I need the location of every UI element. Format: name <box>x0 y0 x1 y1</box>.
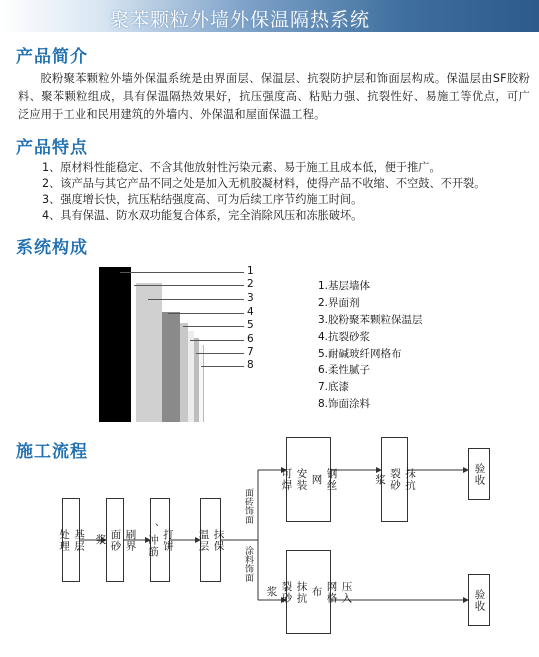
legend-item-8: 8.饰面涂料 <box>318 398 371 410</box>
step-acceptance-paint <box>468 574 490 626</box>
legend-item-6: 6.柔性腻子 <box>318 364 371 376</box>
step-anticrack-mortar-tile <box>374 437 416 522</box>
feature-item-1: 1、原材料性能稳定、不含其他放射性污染元素、易于施工且成本低，便于推广。 <box>42 161 441 174</box>
step-mesh-anticrack-paint-line-3: 布 <box>310 586 323 598</box>
legend-item-2: 2.界面剂 <box>318 297 360 309</box>
step-insulation-layer-line-1: 抹保 <box>212 528 225 552</box>
step-mesh-anticrack-paint <box>265 550 353 634</box>
step-steel-mesh <box>280 437 338 522</box>
step-mesh-anticrack-paint-line-2: 网格 <box>325 580 338 604</box>
layer-number-2: 2 <box>247 278 254 290</box>
layer-number-8: 8 <box>247 359 254 371</box>
intro-paragraph: 胶粉聚苯颗粒外墙外保温系统是由界面层、保温层、抗裂防护层和饰面层构成。保温层由SF胶粉料、聚苯颗粒组成，具有保温隔热效果好，抗压强度高、粘贴力强、抗裂性好、易施工等优点，可广泛应用于工业和民用建筑的外墙内、外保温和屋面保温工程。 <box>18 72 530 121</box>
intro-heading: 产品简介 <box>16 47 88 67</box>
step-interface-mortar-line-2: 面砂 <box>109 528 122 552</box>
step-acceptance-paint-label: 验收 <box>473 588 486 612</box>
layer-number-5: 5 <box>247 319 254 331</box>
step-insulation-layer-line-2: 温层 <box>197 528 210 552</box>
layer-number-7: 7 <box>247 346 254 358</box>
features-heading: 产品特点 <box>16 138 88 158</box>
layer-number-6: 6 <box>247 333 254 345</box>
branch-label-paint: 涂料饰面 <box>243 546 253 582</box>
feature-item-3: 3、强度增长快，抗压粘结强度高、可为后续工序节约施工时间。 <box>42 193 363 206</box>
step-interface-mortar <box>94 498 137 582</box>
branch-label-tile: 面砖饰面 <box>243 488 253 524</box>
step-interface-mortar-line-3: 浆 <box>94 534 107 546</box>
step-mesh-anticrack-paint-line-6: 浆 <box>265 586 278 598</box>
step-leveling-marks <box>147 498 174 582</box>
layer-number-1: 1 <box>247 265 254 277</box>
step-anticrack-mortar-tile-line-1: 抹抗 <box>404 468 416 491</box>
step-steel-mesh-line-2: 网 <box>310 473 323 486</box>
structure-heading: 系统构成 <box>16 238 88 258</box>
legend-item-1: 1.基层墙体 <box>318 280 371 292</box>
step-interface-mortar-line-1: 刷界 <box>124 528 137 552</box>
step-leveling-marks-line-1: 打饼 <box>162 528 174 552</box>
step-mesh-anticrack-paint-line-5: 裂砂 <box>280 580 293 604</box>
feature-item-4: 4、具有保温、防水双功能复合体系，完全消除风压和冻胀破坏。 <box>42 209 363 222</box>
step-base-treatment <box>58 498 85 582</box>
step-steel-mesh-line-1: 钢丝 <box>325 468 338 491</box>
legend-item-7: 7.底漆 <box>318 381 350 393</box>
step-mesh-anticrack-paint-line-1: 压入 <box>340 580 353 604</box>
step-steel-mesh-line-3: 安装 <box>295 468 308 491</box>
process-heading: 施工流程 <box>16 442 88 462</box>
step-anticrack-mortar-tile-line-3: 浆 <box>374 473 386 486</box>
step-anticrack-mortar-tile-line-2: 裂砂 <box>389 468 401 491</box>
banner-title: 聚苯颗粒外墙外保温隔热系统 <box>110 9 371 31</box>
step-steel-mesh-line-4: 可焊 <box>280 468 293 491</box>
layer-number-3: 3 <box>247 292 254 304</box>
step-base-treatment-line-1: 基层 <box>73 528 85 552</box>
step-mesh-anticrack-paint-line-4: 抹抗 <box>295 580 308 604</box>
step-insulation-layer <box>197 498 225 582</box>
step-acceptance-tile <box>468 448 490 500</box>
legend-item-4: 4.抗裂砂浆 <box>318 331 371 343</box>
step-base-treatment-line-2: 处理 <box>58 528 70 552</box>
legend-item-5: 5.耐碱玻纤网格布 <box>318 348 402 360</box>
layer-number-4: 4 <box>247 306 254 318</box>
feature-item-2: 2、该产品与其它产品不同之处是加入无机胶凝材料，使得产品不收缩、不空鼓、不开裂。 <box>42 177 486 190</box>
legend-item-3: 3.胶粉聚苯颗粒保温层 <box>318 314 423 326</box>
step-acceptance-tile-label: 验收 <box>473 462 486 486</box>
step-leveling-marks-line-2: 、冲筋 <box>147 522 159 558</box>
